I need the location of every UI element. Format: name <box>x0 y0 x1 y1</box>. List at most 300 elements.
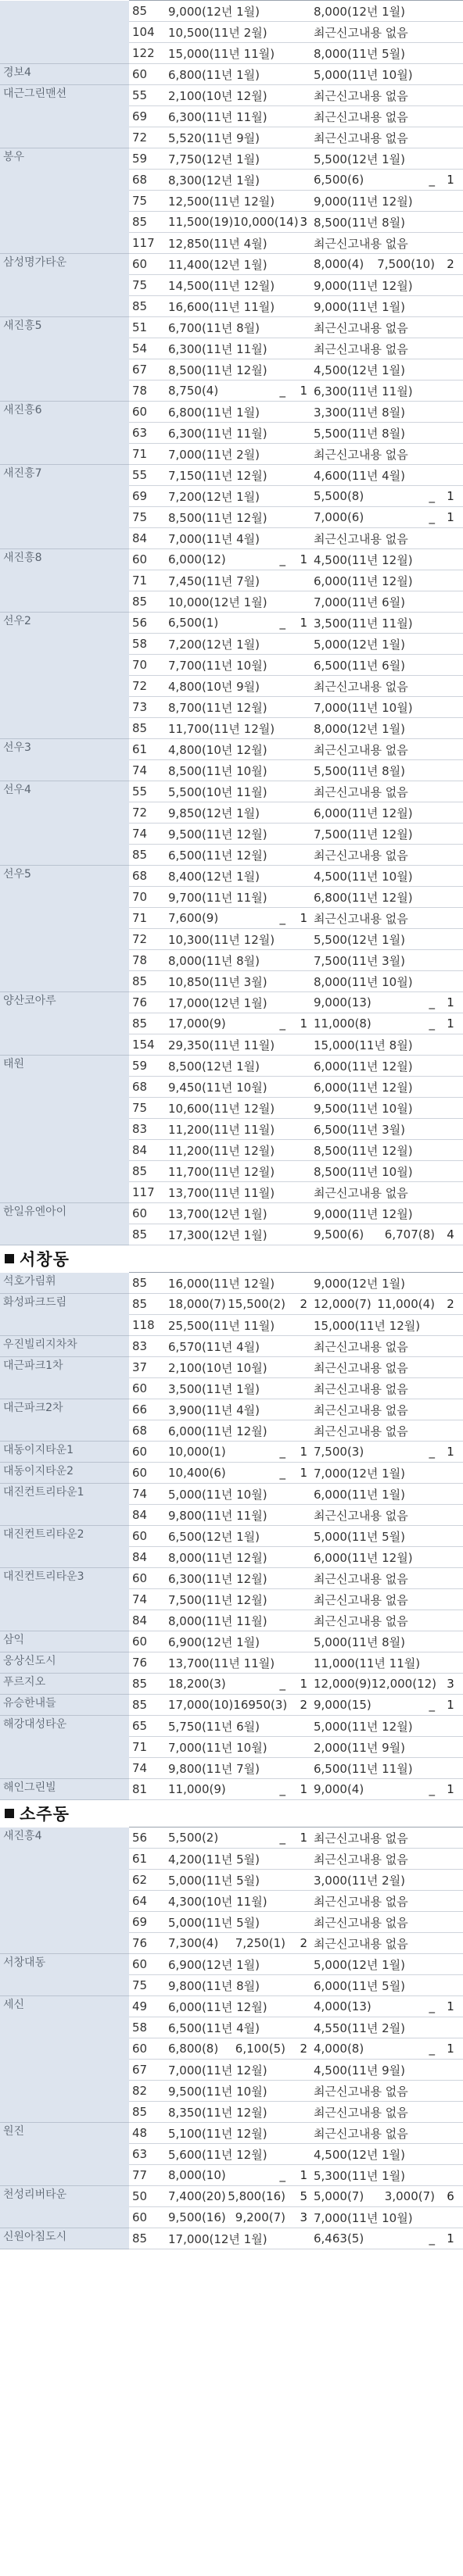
sale-price: 18,000(7) <box>168 1297 226 1311</box>
sale-pair <box>168 2168 285 2182</box>
sale-count-cell: 1 <box>289 1827 310 1849</box>
sale-count-cell: 3 <box>289 212 310 233</box>
sale-count-cell <box>289 1610 310 1631</box>
rent-blank-mark: _ <box>429 1782 435 1796</box>
jeonse-price-cell: 최근신고내용 없음 <box>310 106 438 127</box>
rent-blank-mark: _ <box>429 1445 435 1459</box>
jeonse-count-cell <box>438 359 463 381</box>
area-cell: 49 <box>129 1996 165 2017</box>
sale-count-cell: 1 <box>289 381 310 402</box>
sale-count-cell <box>289 233 310 254</box>
sale-price-cell: 7,500(11년 12월) <box>165 1589 289 1610</box>
sale-count-cell <box>289 64 310 85</box>
area-cell: 66 <box>129 1399 165 1420</box>
sale-count-cell <box>289 127 310 148</box>
sale-price-cell: 7,700(11년 10월) <box>165 655 289 676</box>
complex-name: 새진흥4 <box>0 1827 129 1954</box>
sale-blank-mark: _ <box>279 1831 285 1845</box>
jeonse-price-cell: 9,000(11년 1월) <box>310 296 438 317</box>
area-cell: 74 <box>129 1484 165 1505</box>
sale-price-cell: 5,000(11년 10월) <box>165 1484 289 1505</box>
sale-count-cell: 1 <box>289 613 310 634</box>
table-row <box>0 1779 463 1800</box>
district-section <box>0 0 453 1245</box>
table-row <box>0 2123 463 2144</box>
complex-name: 삼익 <box>0 1631 129 1652</box>
sale-price-cell: 8,400(12년 1월) <box>165 866 289 887</box>
jeonse-count-cell <box>438 381 463 402</box>
sale-price-cell: 8,700(11년 12월) <box>165 697 289 718</box>
sale-price-cell: 10,850(11년 3월) <box>165 971 289 992</box>
sale-price: 5,500(2) <box>168 1831 219 1845</box>
jeonse-price-cell: 11,000(11년 11월) <box>310 1652 438 1674</box>
district-heading <box>0 1245 453 1272</box>
complex-name: 해강대성타운 <box>0 1716 129 1779</box>
sale-count-cell: 1 <box>289 549 310 570</box>
jeonse-count-cell: 1 <box>438 486 463 507</box>
sale-price-cell: 7,450(11년 7월) <box>165 570 289 591</box>
table-row <box>0 549 463 570</box>
sale-price-cell <box>165 2038 289 2060</box>
district-title: 소주동 <box>20 1805 70 1824</box>
jeonse-count-cell <box>438 781 463 802</box>
area-cell: 74 <box>129 760 165 781</box>
sale-price-cell: 8,000(11년 12월) <box>165 1547 289 1568</box>
jeonse-price-cell: 최근신고내용 없음 <box>310 528 438 549</box>
area-cell: 78 <box>129 950 165 971</box>
area-cell: 71 <box>129 1737 165 1758</box>
sale-count-cell <box>289 2123 310 2144</box>
sale-count-cell <box>289 317 310 338</box>
jeonse-price-cell: 5,000(11년 5월) <box>310 1526 438 1547</box>
sale-count-cell <box>289 781 310 802</box>
area-cell: 51 <box>129 317 165 338</box>
sale-count-cell <box>289 950 310 971</box>
area-cell: 58 <box>129 2017 165 2038</box>
jeonse-count-cell <box>438 655 463 676</box>
jeonse-price-cell <box>310 254 438 275</box>
sale-price-cell <box>165 908 289 929</box>
sale-price-cell: 8,000(11년 8월) <box>165 950 289 971</box>
jeonse-price-cell: 5,500(12년 1월) <box>310 929 438 950</box>
area-cell: 68 <box>129 1420 165 1442</box>
area-cell: 75 <box>129 507 165 528</box>
table-row <box>0 1716 463 1737</box>
jeonse-price-cell: 최근신고내용 없음 <box>310 1399 438 1420</box>
complex-name: 선우2 <box>0 613 129 739</box>
area-cell: 84 <box>129 1610 165 1631</box>
complex-name: 세신 <box>0 1996 129 2123</box>
jeonse-count-cell <box>438 22 463 43</box>
sale-price-cell: 5,500(10년 11월) <box>165 781 289 802</box>
jeonse-price-cell: 최근신고내용 없음 <box>310 1933 438 1954</box>
sale-count-cell <box>289 43 310 64</box>
area-cell: 71 <box>129 908 165 929</box>
table-row <box>0 254 463 275</box>
district-title: 서창동 <box>20 1250 70 1269</box>
sale-pair <box>168 2189 285 2203</box>
sale-count-cell <box>289 1077 310 1098</box>
sale-price-cell: 16,000(11년 12월) <box>165 1273 289 1294</box>
sale-count-cell <box>289 1547 310 1568</box>
jeonse-count-cell <box>438 845 463 866</box>
jeonse-price-cell: 4,600(11년 4월) <box>310 465 438 486</box>
jeonse-price-cell: 7,500(11년 12월) <box>310 824 438 845</box>
jeonse-price-cell: 8,000(12년 1월) <box>310 1 438 22</box>
complex-name: 선우5 <box>0 866 129 992</box>
jeonse-price: 7,000(6) <box>314 510 364 524</box>
jeonse-price-cell <box>310 170 438 191</box>
sale-price-cell: 11,700(11년 12월) <box>165 718 289 739</box>
area-cell: 85 <box>129 1695 165 1716</box>
table-row <box>0 1954 463 1975</box>
area-cell: 81 <box>129 1779 165 1800</box>
table-row <box>0 781 463 802</box>
sale-price-cell: 8,500(12년 1월) <box>165 1056 289 1077</box>
jeonse-count-cell <box>438 148 463 170</box>
rent-pair <box>314 2231 435 2246</box>
jeonse-price-2: 12,000(12) <box>371 1677 437 1691</box>
complex-name: 삼성명가타운 <box>0 254 129 317</box>
jeonse-price-cell: 최근신고내용 없음 <box>310 1827 438 1849</box>
sale-count-cell <box>289 1652 310 1674</box>
jeonse-price: 5,500(8) <box>314 489 364 503</box>
sale-price-cell: 9,500(11년 12월) <box>165 824 289 845</box>
complex-name: 새진흥7 <box>0 465 129 549</box>
sale-count-cell <box>289 1870 310 1891</box>
sale-count-cell <box>289 1098 310 1119</box>
sale-price-cell: 14,500(11년 12월) <box>165 275 289 296</box>
sale-price-cell: 12,500(11년 12월) <box>165 191 289 212</box>
sale-price-cell: 13,700(12년 1월) <box>165 1203 289 1224</box>
sale-price: 10,000(1) <box>168 1445 226 1459</box>
sale-count-cell: 1 <box>289 908 310 929</box>
sale-count-cell <box>289 1399 310 1420</box>
sale-price: 10,400(6) <box>168 1466 226 1480</box>
area-cell: 85 <box>129 1161 165 1182</box>
complex-name: 새진흥6 <box>0 402 129 465</box>
jeonse-price-cell: 최근신고내용 없음 <box>310 845 438 866</box>
sale-price-cell: 7,000(11년 10월) <box>165 1737 289 1758</box>
area-cell: 56 <box>129 1827 165 1849</box>
rent-pair <box>314 1698 435 1712</box>
jeonse-count-cell <box>438 296 463 317</box>
jeonse-count-cell <box>438 127 463 148</box>
jeonse-price-cell <box>310 507 438 528</box>
area-cell: 75 <box>129 191 165 212</box>
jeonse-count-cell <box>438 1484 463 1505</box>
sale-price-cell: 13,700(11년 11월) <box>165 1182 289 1203</box>
jeonse-price-cell: 8,500(11년 10월) <box>310 1161 438 1182</box>
sale-count-cell <box>289 1203 310 1224</box>
sale-price-cell: 25,500(11년 11월) <box>165 1315 289 1336</box>
jeonse-price-2: 7,500(10) <box>377 257 435 271</box>
jeonse-count-cell <box>438 465 463 486</box>
jeonse-count-cell <box>438 1098 463 1119</box>
area-cell: 85 <box>129 296 165 317</box>
rent-pair <box>314 1016 435 1031</box>
sale-price-cell: 8,350(11년 12월) <box>165 2102 289 2123</box>
table-row <box>0 1674 463 1695</box>
jeonse-price-cell: 4,500(11년 9월) <box>310 2060 438 2081</box>
sale-price-cell: 4,800(10년 9월) <box>165 676 289 697</box>
sale-price-cell <box>165 1827 289 1849</box>
sale-count-cell: 1 <box>289 1779 310 1800</box>
sale-count-cell <box>289 2017 310 2038</box>
jeonse-price-cell: 최근신고내용 없음 <box>310 781 438 802</box>
sale-price-cell <box>165 2186 289 2207</box>
complex-name: 신원아침도시 <box>0 2228 129 2249</box>
jeonse-price-cell: 최근신고내용 없음 <box>310 1336 438 1357</box>
sale-price-cell <box>165 1463 289 1484</box>
jeonse-price-cell: 3,300(11년 8월) <box>310 402 438 423</box>
sale-price-cell: 11,400(12년 1월) <box>165 254 289 275</box>
table-row <box>0 1695 463 1716</box>
jeonse-count-cell: 1 <box>438 1013 463 1034</box>
jeonse-price-cell: 6,000(11년 12월) <box>310 1077 438 1098</box>
area-cell: 85 <box>129 212 165 233</box>
table-row <box>0 1442 463 1463</box>
jeonse-price-cell: 5,000(11년 12월) <box>310 1716 438 1737</box>
jeonse-count-cell <box>438 1526 463 1547</box>
sale-count-cell <box>289 1891 310 1912</box>
sale-count-cell <box>289 2144 310 2165</box>
sale-price-cell: 10,000(12년 1월) <box>165 591 289 613</box>
jeonse-count-cell <box>438 212 463 233</box>
jeonse-price-cell: 15,000(11년 12월) <box>310 1315 438 1336</box>
sale-price-cell <box>165 1695 289 1716</box>
jeonse-count-cell <box>438 1203 463 1224</box>
sale-price: 8,750(4) <box>168 384 219 398</box>
sale-count-cell: 1 <box>289 1674 310 1695</box>
area-cell: 85 <box>129 1273 165 1294</box>
sale-pair <box>168 552 285 566</box>
jeonse-count-cell <box>438 444 463 465</box>
transaction-table <box>0 1827 463 2249</box>
rent-pair <box>314 1445 435 1459</box>
sale-price-cell: 9,500(11년 10월) <box>165 2081 289 2102</box>
jeonse-count-cell <box>438 802 463 824</box>
sale-count-cell <box>289 570 310 591</box>
rent-pair <box>314 1677 435 1691</box>
complex-name: 서창대동 <box>0 1954 129 1996</box>
complex-name: 대동이지타운2 <box>0 1463 129 1484</box>
jeonse-count-cell <box>438 1034 463 1056</box>
jeonse-count-cell: 2 <box>438 1294 463 1315</box>
sale-price: 6,000(12) <box>168 552 226 566</box>
table-row <box>0 148 463 170</box>
area-cell: 72 <box>129 929 165 950</box>
jeonse-count-cell <box>438 1077 463 1098</box>
jeonse-price-cell: 7,500(11년 3월) <box>310 950 438 971</box>
jeonse-price: 9,000(4) <box>314 1782 364 1796</box>
sale-count-cell <box>289 1 310 22</box>
jeonse-price-cell: 최근신고내용 없음 <box>310 676 438 697</box>
jeonse-count-cell <box>438 1975 463 1996</box>
jeonse-price: 11,000(8) <box>314 1016 371 1031</box>
table-row <box>0 1827 463 1849</box>
rent-pair <box>314 257 435 271</box>
table-row <box>0 1652 463 1674</box>
sale-pair <box>168 2042 285 2056</box>
area-cell: 85 <box>129 2102 165 2123</box>
sale-count-cell <box>289 170 310 191</box>
table-row <box>0 1631 463 1652</box>
table-row <box>0 465 463 486</box>
sale-pair <box>168 1936 285 1950</box>
area-cell: 70 <box>129 655 165 676</box>
sale-price-cell: 8,000(11년 11월) <box>165 1610 289 1631</box>
sale-count-cell <box>289 1484 310 1505</box>
sale-price-cell <box>165 1294 289 1315</box>
jeonse-count-cell <box>438 1420 463 1442</box>
jeonse-count-cell <box>438 1399 463 1420</box>
jeonse-count-cell: 1 <box>438 1996 463 2017</box>
sale-blank-mark: _ <box>279 552 285 566</box>
complex-name: 우진빌리지차차 <box>0 1336 129 1357</box>
sale-count-cell <box>289 1996 310 2017</box>
jeonse-count-cell <box>438 423 463 444</box>
jeonse-count-cell: 1 <box>438 2038 463 2060</box>
sale-count-cell <box>289 296 310 317</box>
sale-count-cell: 2 <box>289 1933 310 1954</box>
rent-blank-mark: _ <box>429 2042 435 2056</box>
sale-price-cell: 10,500(11년 2월) <box>165 22 289 43</box>
sale-price-cell: 5,520(11년 9월) <box>165 127 289 148</box>
area-cell: 78 <box>129 381 165 402</box>
jeonse-price-cell: 7,000(11년 10월) <box>310 2207 438 2228</box>
square-bullet-icon <box>5 1254 14 1263</box>
area-cell: 63 <box>129 423 165 444</box>
jeonse-count-cell: 1 <box>438 1695 463 1716</box>
area-cell: 71 <box>129 570 165 591</box>
jeonse-price-cell: 4,500(11년 12월) <box>310 549 438 570</box>
jeonse-price-cell: 최근신고내용 없음 <box>310 1182 438 1203</box>
sale-price-cell: 9,450(11년 10월) <box>165 1077 289 1098</box>
area-cell: 50 <box>129 2186 165 2207</box>
sale-count-cell <box>289 1568 310 1589</box>
sale-blank-mark: _ <box>279 1016 285 1031</box>
sale-price-cell: 3,900(11년 4월) <box>165 1399 289 1420</box>
area-cell: 77 <box>129 2165 165 2186</box>
jeonse-count-cell <box>438 1161 463 1182</box>
sale-price-cell <box>165 613 289 634</box>
area-cell: 76 <box>129 992 165 1013</box>
sale-price-cell: 6,000(11년 12월) <box>165 1420 289 1442</box>
sale-price-cell: 8,500(11년 12월) <box>165 359 289 381</box>
sale-price-cell: 13,700(11년 11월) <box>165 1652 289 1674</box>
sale-price-cell: 17,000(12년 1월) <box>165 992 289 1013</box>
sale-price-cell: 4,300(10년 11월) <box>165 1891 289 1912</box>
sale-price-cell: 7,000(11년 12월) <box>165 2060 289 2081</box>
area-cell: 61 <box>129 1849 165 1870</box>
sale-price: 8,000(10) <box>168 2168 226 2182</box>
sale-count-cell <box>289 1119 310 1140</box>
jeonse-count-cell <box>438 2102 463 2123</box>
complex-name: 화성파크드림 <box>0 1294 129 1336</box>
sale-price-cell: 6,500(11년 4월) <box>165 2017 289 2038</box>
jeonse-price-cell: 최근신고내용 없음 <box>310 1568 438 1589</box>
area-cell: 82 <box>129 2081 165 2102</box>
jeonse-price-cell: 최근신고내용 없음 <box>310 908 438 929</box>
complex-name: 대근파크2차 <box>0 1399 129 1442</box>
rent-pair <box>314 1297 435 1311</box>
area-cell: 74 <box>129 1589 165 1610</box>
area-cell: 72 <box>129 802 165 824</box>
sale-price-cell: 6,500(12년 1월) <box>165 1526 289 1547</box>
table-row <box>0 1056 463 1077</box>
sale-blank-mark: _ <box>279 616 285 630</box>
area-cell: 76 <box>129 1933 165 1954</box>
sale-price-cell: 8,300(12년 1월) <box>165 170 289 191</box>
sale-price-2: 10,000(14) <box>233 215 299 229</box>
sale-price-2: 16950(3) <box>233 1698 288 1712</box>
jeonse-price: 8,000(4) <box>314 257 364 271</box>
jeonse-price-cell: 4,500(11년 10월) <box>310 866 438 887</box>
table-row <box>0 1203 463 1224</box>
table-row <box>0 2228 463 2249</box>
sale-count-cell <box>289 697 310 718</box>
jeonse-price-cell: 최근신고내용 없음 <box>310 1420 438 1442</box>
jeonse-count-cell <box>438 233 463 254</box>
jeonse-price-cell: 6,800(11년 12월) <box>310 887 438 908</box>
area-cell: 70 <box>129 887 165 908</box>
sale-pair <box>168 1466 285 1480</box>
area-cell: 85 <box>129 591 165 613</box>
jeonse-count-cell <box>438 1631 463 1652</box>
sale-price: 7,400(20) <box>168 2189 226 2203</box>
jeonse-count-cell <box>438 1870 463 1891</box>
sale-count-cell <box>289 1420 310 1442</box>
jeonse-count-cell <box>438 528 463 549</box>
sale-price-cell: 6,500(11년 12월) <box>165 845 289 866</box>
jeonse-count-cell <box>438 1357 463 1378</box>
table-row <box>0 1463 463 1484</box>
sale-count-cell <box>289 444 310 465</box>
jeonse-count-cell <box>438 1589 463 1610</box>
jeonse-count-cell <box>438 64 463 85</box>
table-row <box>0 317 463 338</box>
area-cell: 55 <box>129 781 165 802</box>
jeonse-count-cell <box>438 43 463 64</box>
jeonse-price-cell: 2,000(11년 9월) <box>310 1737 438 1758</box>
sale-pair <box>168 1297 285 1311</box>
area-cell: 117 <box>129 1182 165 1203</box>
jeonse-price-cell: 9,000(11년 12월) <box>310 191 438 212</box>
sale-price-cell: 9,700(11년 11월) <box>165 887 289 908</box>
table-row <box>0 866 463 887</box>
sale-count-cell <box>289 1526 310 1547</box>
jeonse-price-cell: 최근신고내용 없음 <box>310 22 438 43</box>
jeonse-price-cell <box>310 1674 438 1695</box>
jeonse-price-cell: 6,000(11년 12월) <box>310 1547 438 1568</box>
sale-count-cell: 1 <box>289 1463 310 1484</box>
area-cell: 60 <box>129 2038 165 2060</box>
sale-price-cell: 6,800(11년 1월) <box>165 402 289 423</box>
sale-price-cell: 9,800(11년 8월) <box>165 1975 289 1996</box>
sale-price-cell: 2,100(10년 12월) <box>165 85 289 106</box>
jeonse-price-cell: 5,300(11년 1월) <box>310 2165 438 2186</box>
jeonse-price-cell: 최근신고내용 없음 <box>310 1891 438 1912</box>
sale-count-cell <box>289 1034 310 1056</box>
jeonse-price-cell <box>310 1779 438 1800</box>
jeonse-price-cell: 최근신고내용 없음 <box>310 85 438 106</box>
jeonse-price-cell: 5,000(11년 8월) <box>310 1631 438 1652</box>
sale-price-cell <box>165 1442 289 1463</box>
area-cell: 60 <box>129 1442 165 1463</box>
jeonse-count-cell: 1 <box>438 2228 463 2249</box>
area-cell: 60 <box>129 254 165 275</box>
